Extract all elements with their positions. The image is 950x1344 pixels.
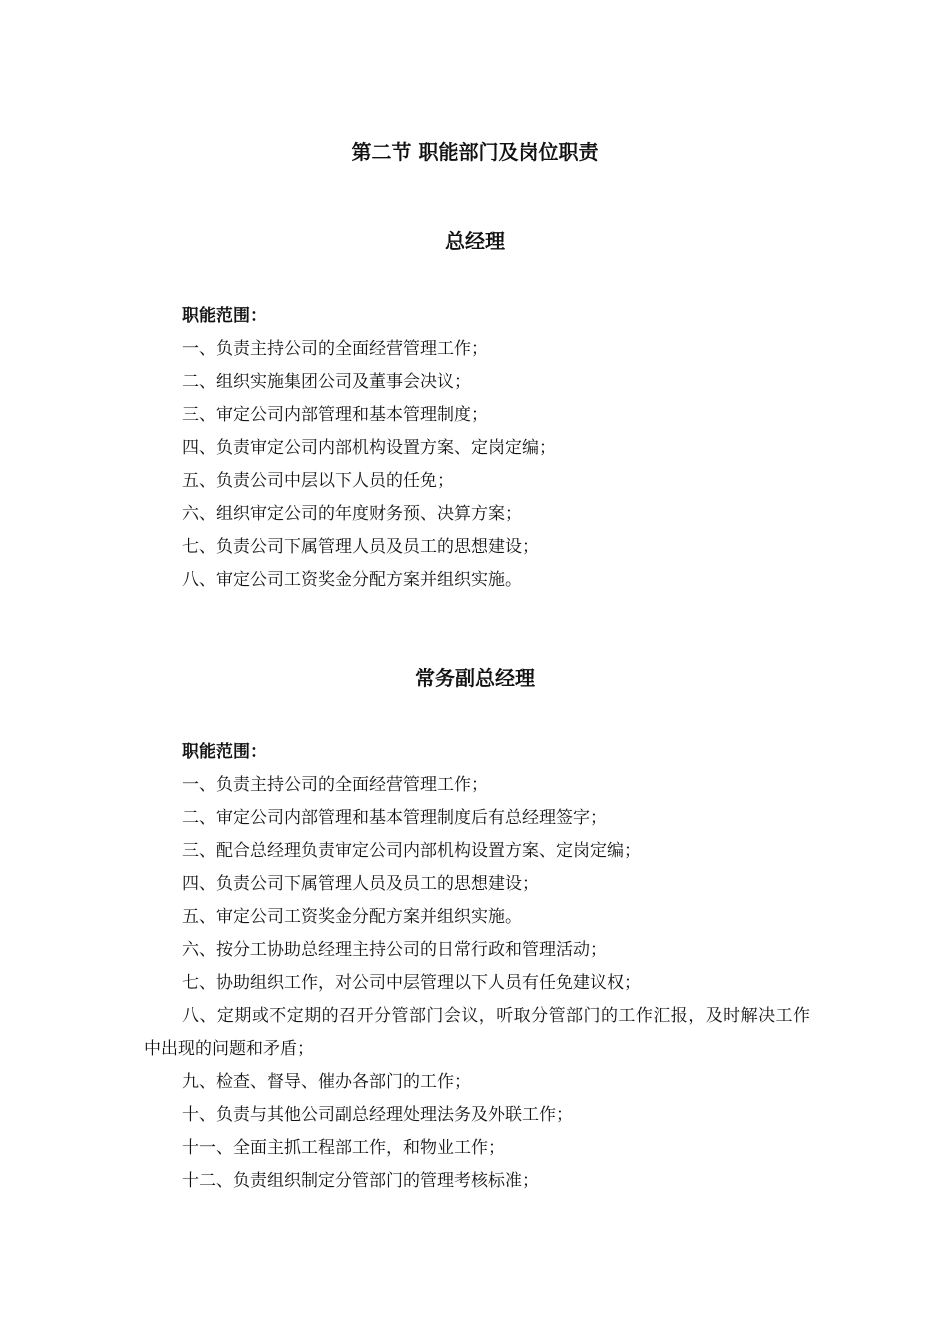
list-item: 五、审定公司工资奖金分配方案并组织实施。 [182, 907, 522, 927]
role-title-general-manager: 总经理 [445, 229, 505, 253]
scope-label: 职能范围： [182, 742, 267, 762]
list-item: 二、组织实施集团公司及董事会决议； [182, 372, 471, 392]
list-item: 一、负责主持公司的全面经营管理工作； [182, 775, 488, 795]
list-item: 三、审定公司内部管理和基本管理制度； [182, 405, 488, 425]
list-item: 十一、全面主抓工程部工作，和物业工作； [182, 1138, 505, 1158]
list-item: 十、负责与其他公司副总经理处理法务及外联工作； [182, 1105, 573, 1125]
scope-label: 职能范围： [182, 306, 267, 326]
role-title-executive-deputy-gm: 常务副总经理 [415, 666, 535, 690]
list-item: 四、负责审定公司内部机构设置方案、定岗定编； [182, 438, 556, 458]
list-item: 十二、负责组织制定分管部门的管理考核标准； [182, 1171, 539, 1191]
list-item: 七、负责公司下属管理人员及员工的思想建设； [182, 537, 539, 557]
list-item: 一、负责主持公司的全面经营管理工作； [182, 339, 488, 359]
list-item: 三、配合总经理负责审定公司内部机构设置方案、定岗定编； [182, 841, 641, 861]
list-item: 二、审定公司内部管理和基本管理制度后有总经理签字； [182, 808, 607, 828]
list-item: 四、负责公司下属管理人员及员工的思想建设； [182, 874, 539, 894]
list-item: 六、组织审定公司的年度财务预、决算方案； [182, 504, 522, 524]
list-item: 五、负责公司中层以下人员的任免； [182, 471, 454, 491]
list-item: 六、按分工协助总经理主持公司的日常行政和管理活动； [182, 940, 607, 960]
list-item: 九、检查、督导、催办各部门的工作； [182, 1072, 471, 1092]
list-item: 八、审定公司工资奖金分配方案并组织实施。 [182, 570, 522, 590]
list-item: 八、定期或不定期的召开分管部门会议，听取分管部门的工作汇报，及时解决工作中出现的问题和矛盾； [144, 1006, 810, 1059]
section-title: 第二节 职能部门及岗位职责 [351, 140, 599, 164]
list-item: 七、协助组织工作，对公司中层管理以下人员有任免建议权； [182, 973, 641, 993]
